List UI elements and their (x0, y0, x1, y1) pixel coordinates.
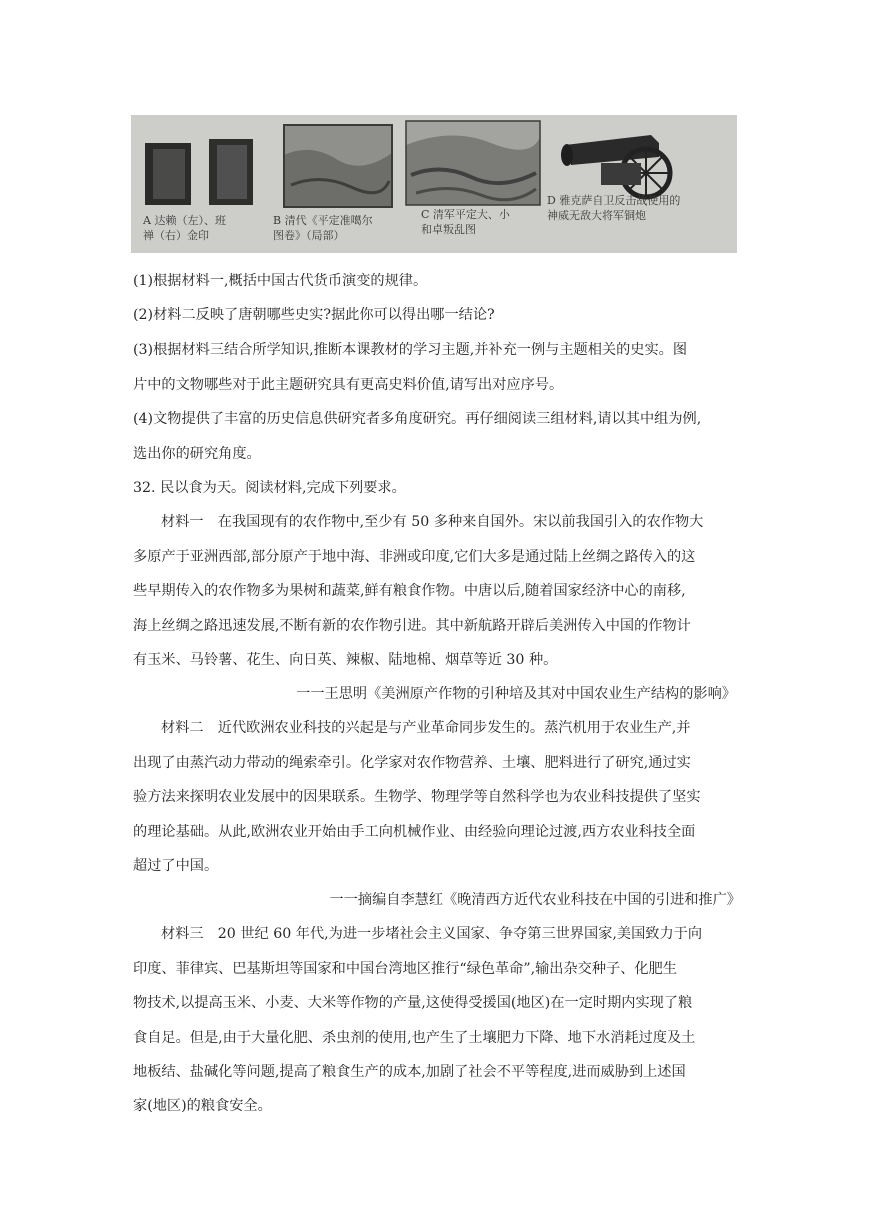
material-1-line: 多原产于亚洲西部,部分原产于地中海、非洲或印度,它们大多是通过陆上丝绸之路传入的这 (133, 549, 696, 565)
material-1-line: 有玉米、马铃薯、花生、向日英、辣椒、陆地棉、烟草等近 30 种。 (133, 652, 558, 668)
material-1-line: 些早期传入的农作物多为果树和蔬菜,鲜有粮食作物。中唐以后,随着国家经济中心的南移, (133, 583, 686, 599)
material-3-line: 材料三 20 世纪 60 年代,为进一步堵社会主义国家、争夺第三世界国家,美国致力于向 (161, 926, 703, 942)
material-3-line: 印度、菲律宾、巴基斯坦等国家和中国台湾地区推行“绿色革命”,输出杂交种子、化肥生 (133, 961, 677, 977)
material-3-line: 地板结、盐碱化等问题,提高了粮食生产的成本,加剧了社会不平等程度,进而威胁到上述国 (133, 1064, 686, 1080)
question-3-line-2: 片中的文物哪些对于此主题研究具有更高史料价值,请写出对应序号。 (133, 377, 564, 393)
material-3-line: 物技术,以提高玉米、小麦、大米等作物的产量,这使得受援国(地区)在一定时期内实现了粮 (133, 995, 693, 1011)
painting-scroll-photo (284, 125, 392, 207)
battle-painting-photo (406, 121, 540, 205)
question-32-title: 32. 民以食为天。阅读材料,完成下列要求。 (133, 480, 406, 496)
material-2-line: 出现了由蒸汽动力带动的绳索牵引。化学家对农作物营养、土壤、肥料进行了研究,通过实 (133, 755, 691, 771)
material-2-line: 超过了中国。 (133, 858, 219, 874)
material-1-line: 海上丝绸之路迅速发展,不断有新的农作物引进。其中新航路开辟后美洲传入中国的作物计 (133, 618, 691, 634)
material-1-line: 材料一 在我国现有的农作物中,至少有 50 多种来自国外。宋以前我国引入的农作物大 (161, 514, 704, 530)
artifact-photo-strip (131, 115, 737, 253)
material-2-line: 材料二 近代欧洲农业科技的兴起是与产业革命同步发生的。蒸汽机用于农业生产,并 (161, 720, 691, 736)
question-4-line-1: (4)文物提供了丰富的历史信息供研究者多角度研究。再仔细阅读三组材料,请以其中组为例, (133, 411, 702, 427)
material-3-line: 食自足。但是,由于大量化肥、杀虫剂的使用,也产生了土壤肥力下降、地下水消耗过度及土 (133, 1030, 696, 1046)
caption-a: A 达赖（左）、班 禅（右）金印 (143, 214, 226, 242)
caption-b: B 清代《平定准噶尔 图卷》（局部） (273, 214, 373, 242)
question-4-line-2: 选出你的研究角度。 (133, 446, 261, 462)
question-2: (2)材料二反映了唐朝哪些史实?据此你可以得出哪一结论? (133, 307, 495, 323)
material-1-source: 一一王思明《美洲原产作物的引种培及其对中国农业生产结构的影响》 (296, 686, 736, 702)
question-1: (1)根据材料一,概括中国古代货币演变的规律。 (133, 273, 428, 289)
material-2-line: 验方法来探明农业发展中的因果联系。生物学、物理学等自然科学也为农业科技提供了坚实 (133, 789, 701, 805)
question-3-line-1: (3)根据材料三结合所学知识,推断本课教材的学习主题,并补充一例与主题相关的史实。图 (133, 342, 688, 358)
material-2-source: 一一摘编自李慧红《晚清西方近代农业科技在中国的引进和推广》 (329, 892, 741, 908)
caption-c: C 清军平定大、小 和卓叛乱图 (421, 208, 510, 236)
material-2-line: 的理论基础。从此,欧洲农业开始由手工向机械作业、由经验向理论过渡,西方农业科技全面 (133, 824, 696, 840)
caption-d: D 雅克萨自卫反击战使用的 神威无敌大将军铜炮 (547, 194, 681, 222)
material-3-line: 家(地区)的粮食安全。 (133, 1098, 272, 1114)
